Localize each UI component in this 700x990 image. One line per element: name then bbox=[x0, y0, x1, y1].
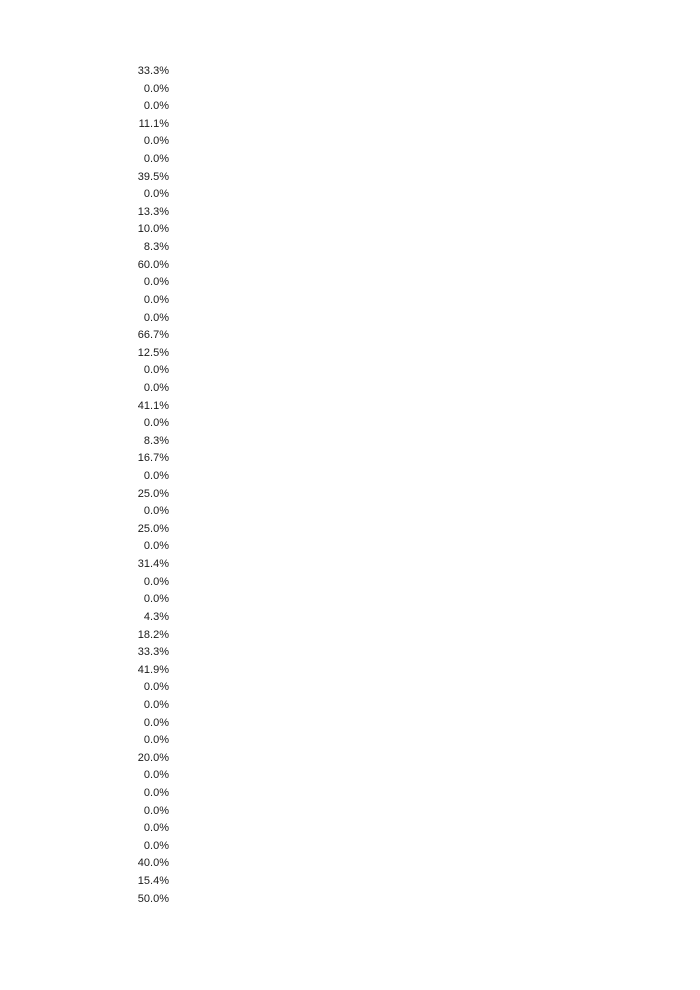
percentage-cell: 0.0% bbox=[143, 417, 169, 430]
percentage-cell: 0.0% bbox=[143, 839, 169, 852]
percentage-cell: 33.3% bbox=[137, 65, 169, 77]
percentage-cell: 0.0% bbox=[143, 769, 169, 782]
percentage-cell: 0.0% bbox=[143, 311, 169, 324]
percentage-cell: 16.7% bbox=[137, 452, 169, 465]
percentage-cell: 0.0% bbox=[143, 734, 169, 747]
percentage-cell: 12.5% bbox=[137, 346, 169, 359]
percentage-cell: 0.0% bbox=[143, 82, 169, 95]
percentage-cell: 8.3% bbox=[143, 434, 169, 447]
percentage-cell: 0.0% bbox=[143, 470, 169, 483]
percentage-cell: 39.5% bbox=[137, 170, 169, 183]
percentage-cell: 0.0% bbox=[143, 188, 169, 201]
percentage-cell: 25.0% bbox=[137, 522, 169, 535]
percentage-cell: 33.3% bbox=[137, 646, 169, 659]
percentage-cell: 0.0% bbox=[143, 575, 169, 588]
percentage-cell: 25.0% bbox=[137, 487, 169, 500]
percentage-cell: 41.1% bbox=[137, 399, 169, 412]
percentage-cell: 40.0% bbox=[137, 857, 169, 870]
percentage-cell: 0.0% bbox=[143, 804, 169, 817]
percentage-cell: 0.0% bbox=[143, 681, 169, 694]
percentage-cell: 31.4% bbox=[137, 558, 169, 571]
percentage-cell: 0.0% bbox=[143, 293, 169, 306]
percentage-cell: 15.4% bbox=[137, 875, 169, 888]
percentage-cell: 0.0% bbox=[143, 153, 169, 166]
percentage-cell: 0.0% bbox=[143, 786, 169, 799]
percentage-cell: 8.3% bbox=[143, 241, 169, 254]
percentage-column bbox=[0, 63, 169, 908]
percentage-cell: 60.0% bbox=[137, 258, 169, 271]
percentage-cell: 4.3% bbox=[143, 610, 169, 623]
percentage-cell: 66.7% bbox=[137, 329, 169, 342]
percentage-cell: 0.0% bbox=[143, 540, 169, 553]
percentage-cell: 41.9% bbox=[137, 663, 169, 676]
percentage-cell: 11.1% bbox=[138, 117, 169, 130]
percentage-cell: 20.0% bbox=[137, 751, 169, 764]
percentage-cell: 10.0% bbox=[137, 223, 169, 236]
percentage-cell: 50.0% bbox=[137, 892, 169, 905]
percentage-cell: 0.0% bbox=[143, 276, 169, 289]
percentage-cell: 0.0% bbox=[143, 505, 169, 518]
percentage-cell: 13.3% bbox=[137, 205, 169, 218]
percentage-cell: 0.0% bbox=[143, 381, 169, 394]
percentage-cell: 0.0% bbox=[143, 822, 169, 835]
percentage-cell: 0.0% bbox=[143, 698, 169, 711]
percentage-cell: 0.0% bbox=[143, 135, 169, 148]
percentage-cell: 0.0% bbox=[143, 364, 169, 377]
percentage-cell: 0.0% bbox=[143, 593, 169, 606]
percentage-cell: 0.0% bbox=[143, 100, 169, 113]
percentage-cell: 0.0% bbox=[143, 716, 169, 729]
percentage-cell: 18.2% bbox=[137, 628, 169, 641]
